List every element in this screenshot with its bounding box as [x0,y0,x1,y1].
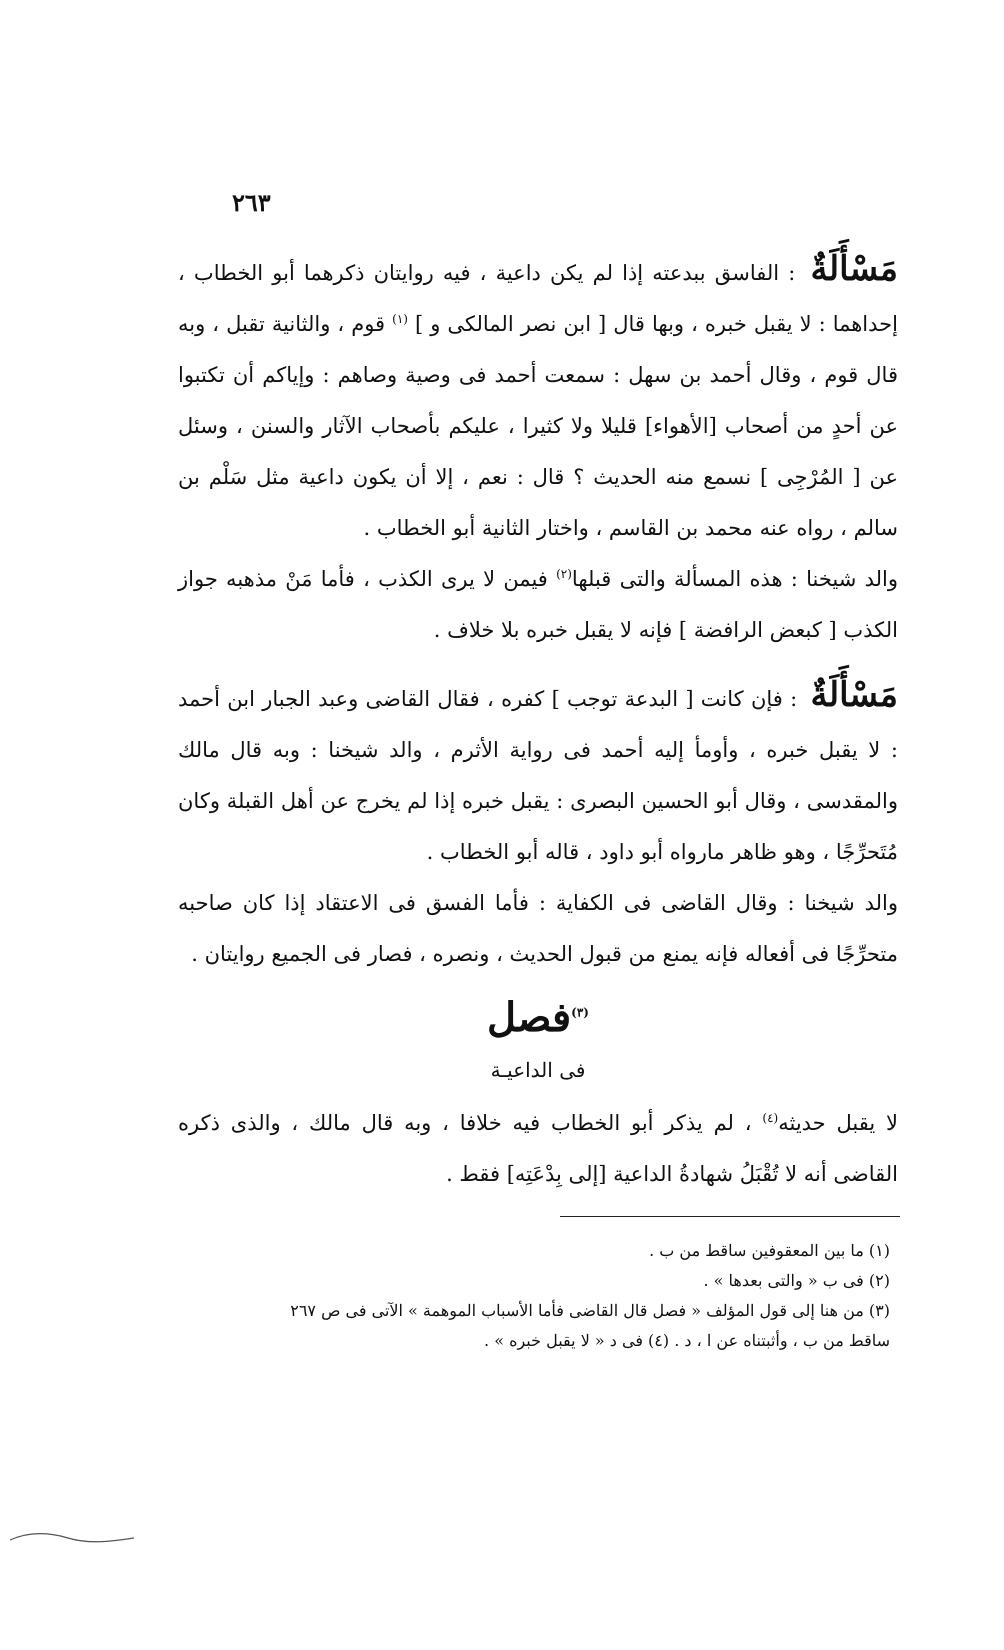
paragraph-text: والد شيخنا : هذه المسألة والتى قبلها [571,567,899,591]
masala-heading: مَسْأَلَةٌ [810,675,898,715]
margin-scribble [8,1528,138,1548]
main-text [178,244,898,1200]
paragraph-text: ، لم يذكر أبو الخطاب فيه خلافا ، وبه قال مالك ، والذى ذكره القاضى أنه لا تُقْبَلُ شهادةُ الداعية [إلى بِدْعَتِه] فقط . [178,1111,898,1186]
footnote-ref: (٤) [762,1111,779,1125]
paragraph-text: فيمن لا يرى الكذب ، فأما مَنْ مذهبه جواز الكذب [ كبعض الرافضة ] فإنه لا يقبل خبره بلا خلاف . [178,567,898,642]
masala-heading: مَسْأَلَةٌ [810,249,898,289]
footnote-3-cont-and-4: ساقط من ب ، وأثبتناه عن ا ، د . (٤) فى د « لا يقبل خبره » . [484,1331,890,1350]
fasl-subtitle: فى الداعيـة [490,1058,586,1082]
paragraph-masala-1 [178,244,898,554]
footnote-2: (٢) فى ب « والتى بعدها » . [703,1271,890,1290]
paragraph-text: والد شيخنا : وقال القاضى فى الكفاية : فأما الفسق فى الاعتقاد إذا كان صاحبه متحرِّجًا فى أفعاله فإنه يمنع من قبول الحديث ، ونصره ، فصار فى الجميع روايتان . [178,891,898,966]
page-number: ٢٦٣ [232,188,271,217]
footnote-ref: (٣) [571,1005,589,1020]
spacer [178,656,898,670]
section-heading [178,988,898,1092]
footnote-3: (٣) من هنا إلى قول المؤلف « فصل قال القاضى فأما الأسباب الموهمة » الآتى فى ص ٢٦٧ [290,1301,890,1320]
footnote-1: (١) ما بين المعقوفين ساقط من ب . [649,1241,890,1260]
paragraph-daiya [178,1098,898,1200]
footnote-ref: (١) [392,312,408,326]
paragraph-text: قوم ، والثانية تقبل ، وبه قال قوم ، وقال أحمد بن سهل : سمعت أحمد فى وصية وصاهم : وإياكم أن تكتبوا عن أحدٍ من أصحاب [الأهواء] قليلا ولا كثيرا ، عليكم بأصحاب الآثار والسنن ، وسئل عن [ المُرْجِى ] نسمع منه الحديث ؟ قال : نعم ، إلا أن يكون داعية مثل سَلْم بن سالم ، رواه عنه محمد بن القاسم ، واختار الثانية أبو الخطاب . [178,312,898,540]
paragraph-waled-1 [178,554,898,656]
paragraph-text: : الفاسق ببدعته إذا لم يكن داعية ، فيه روايتان ذكرهما أبو الخطاب ، إحداهما : لا يقبل خبره ، وبها قال [ ابن نصر المالكى و ] [178,261,898,336]
paragraph-text: لا يقبل حديثه [778,1111,898,1135]
fasl-title [178,988,898,1048]
footnotes [170,1236,890,1356]
footnote-separator [560,1216,900,1217]
paragraph-masala-2 [178,670,898,878]
paragraph-waled-2 [178,878,898,980]
paragraph-text: : فإن كانت [ البدعة توجب ] كفره ، فقال القاضى وعبد الجبار ابن أحمد : لا يقبل خبره ، وأومأ إليه أحمد فى رواية الأثرم ، والد شيخنا : وبه قال مالك والمقدسى ، وقال أبو الحسين البصرى : يقبل خبره إذا لم يخرج عن أهل القبلة وكان مُتَحرِّجًا ، وهو ظاهر مارواه أبو داود ، قاله أبو الخطاب . [178,687,898,864]
fasl-title-text: فصل [487,994,572,1041]
footnote-ref: (٢) [556,567,572,581]
